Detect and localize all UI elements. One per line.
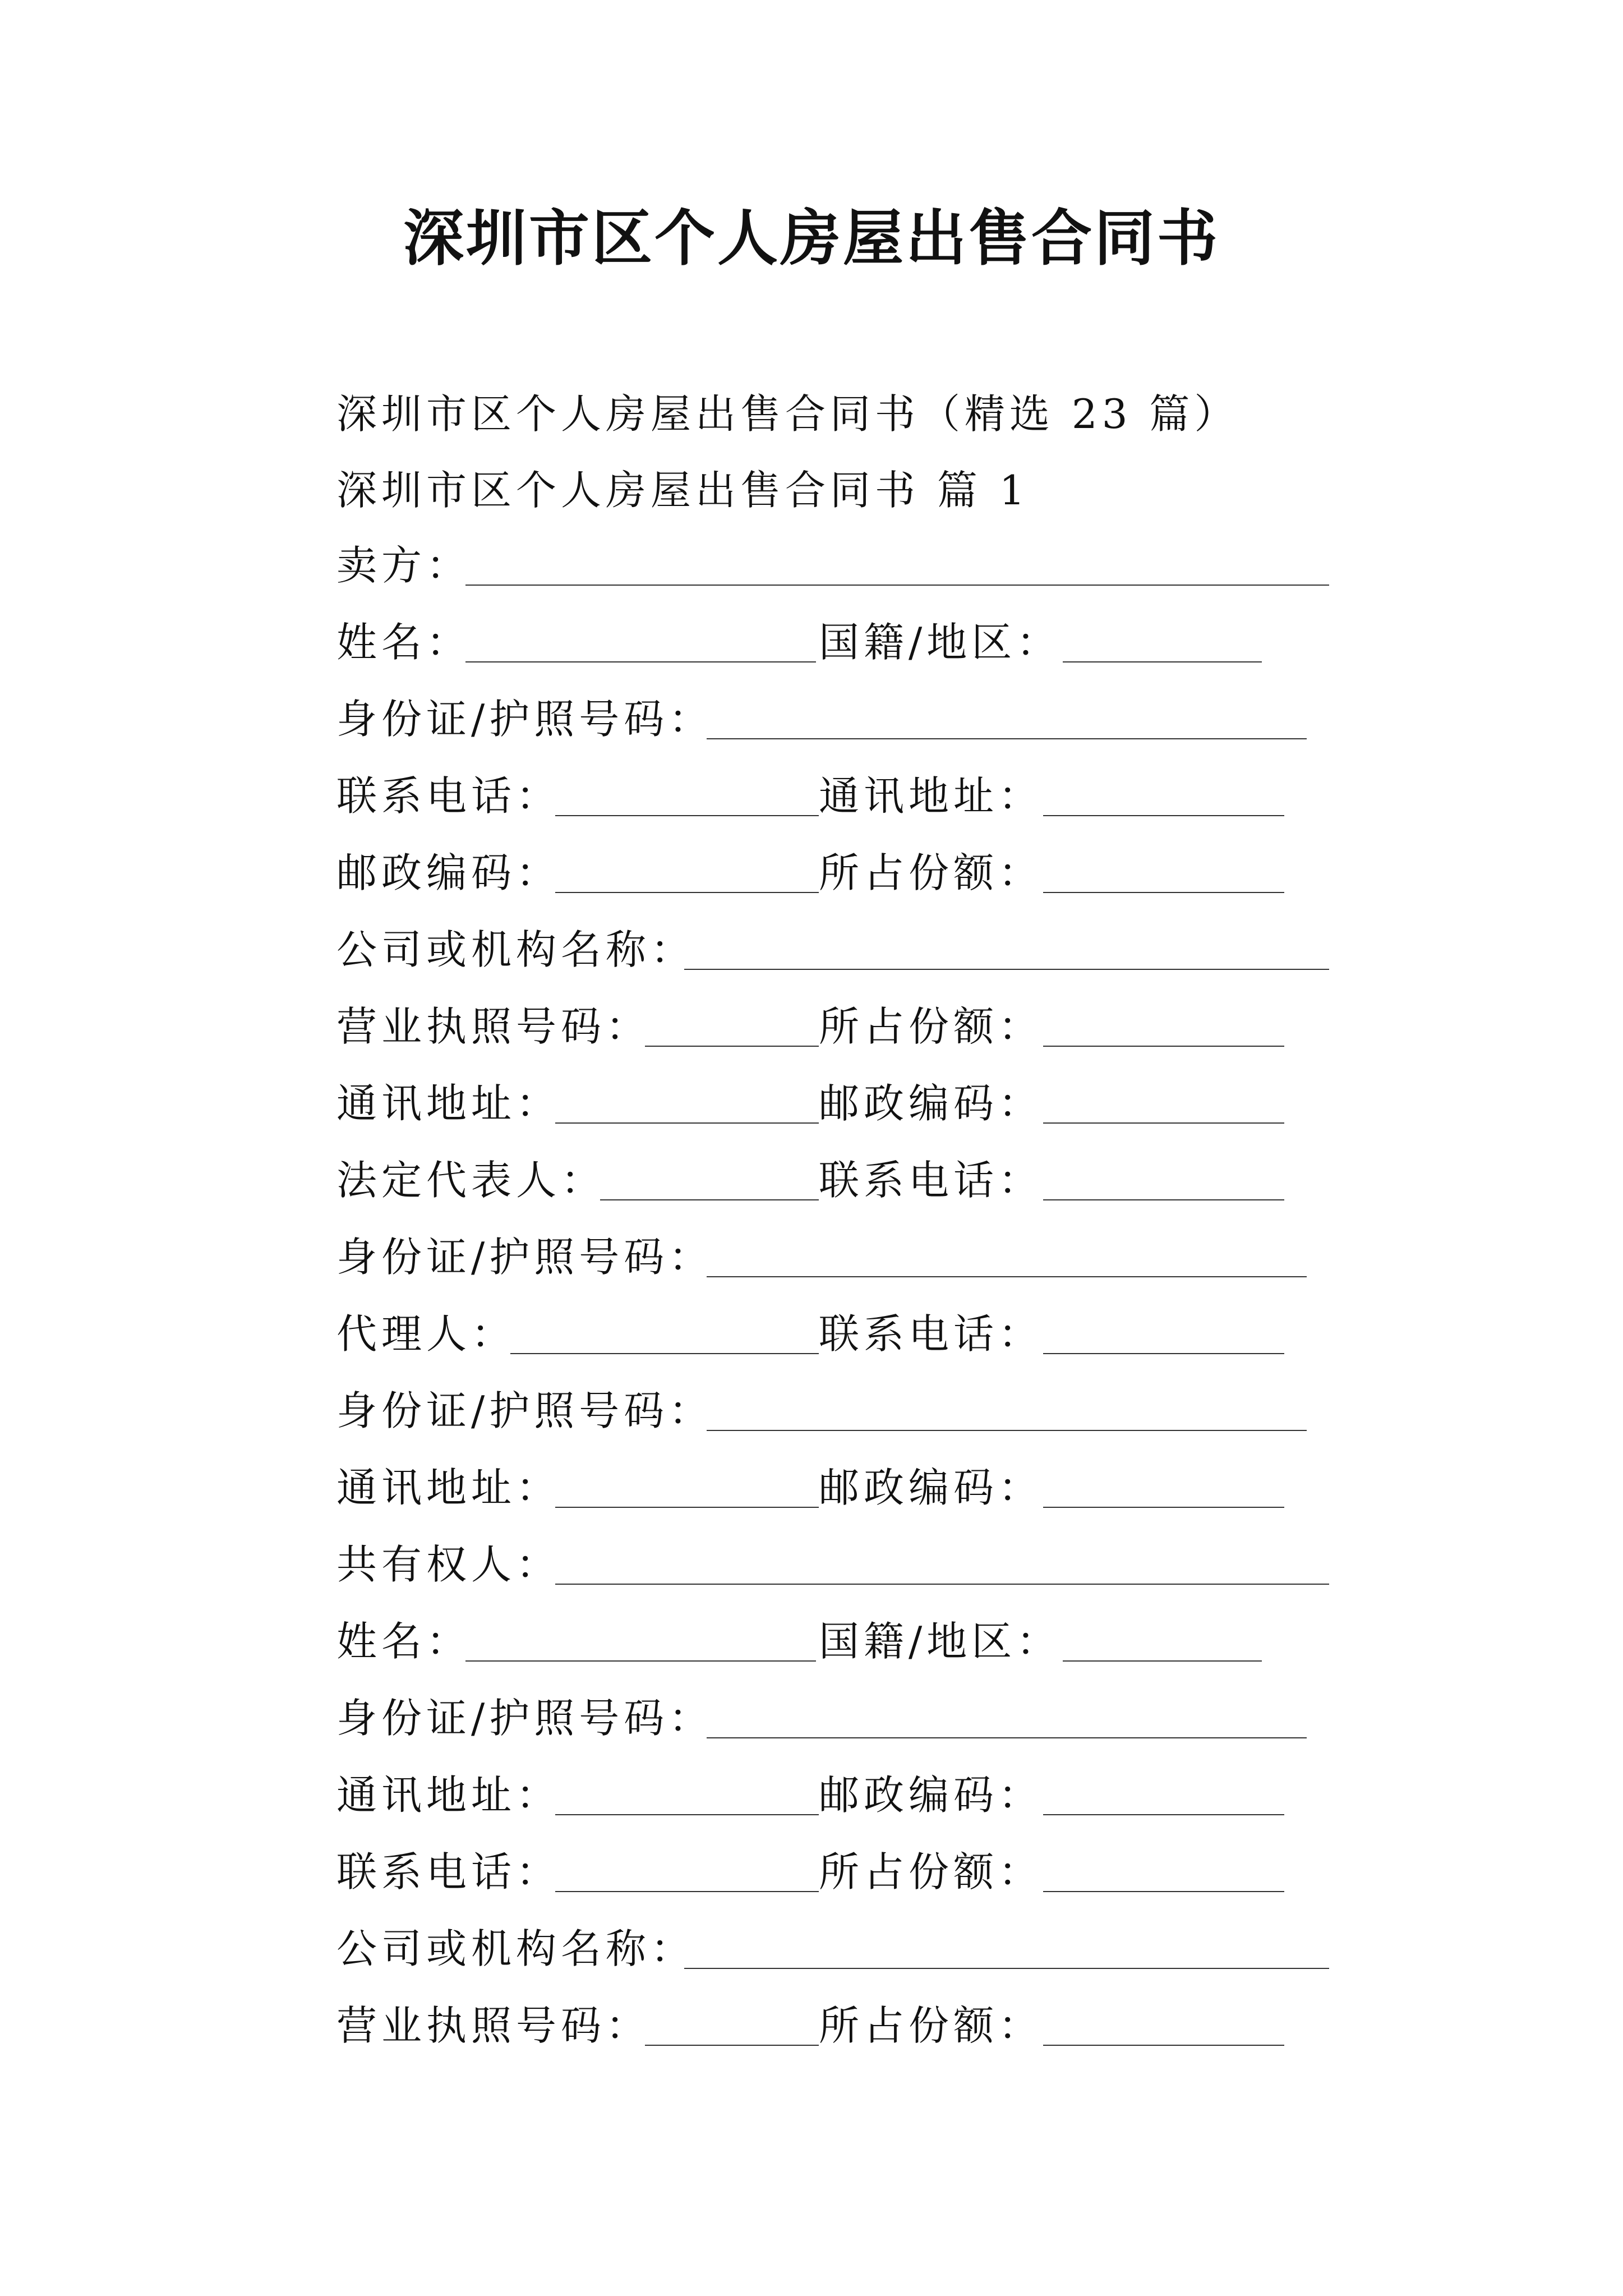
form-row: [336, 846, 1329, 908]
field-label: 通讯地址：: [819, 772, 1044, 820]
field-label: 联系电话：: [819, 1310, 1044, 1358]
form-row: [336, 1999, 1329, 2060]
blank-line: [1043, 1891, 1284, 1892]
blank-line: [600, 1199, 819, 1200]
blank-line: [465, 661, 816, 662]
blank-line: [555, 1507, 819, 1508]
field-label: 国籍/地区：: [819, 1618, 1062, 1665]
blank-line: [555, 1584, 1329, 1585]
field-label: 所占份额：: [819, 849, 1044, 896]
blank-line: [510, 1353, 819, 1354]
field-label: 邮政编码：: [819, 1772, 1044, 1819]
blank-line: [707, 1276, 1307, 1277]
field-label: 所占份额：: [819, 1848, 1044, 1895]
form-row: [336, 1538, 1329, 1599]
blank-line: [555, 892, 819, 893]
form-row: [336, 1076, 1329, 1138]
blank-line: [555, 1891, 819, 1892]
blank-line: [555, 1814, 819, 1815]
blank-line: [1043, 1814, 1284, 1815]
field-label: 国籍/地区：: [819, 619, 1062, 666]
field-label: 公司或机构名称：: [336, 926, 696, 973]
form-row: [336, 1153, 1329, 1215]
blank-line: [684, 969, 1329, 970]
blank-line: [1043, 1507, 1284, 1508]
section-heading: 深圳市区个人房屋出售合同书 篇 1: [336, 467, 1030, 514]
blank-line: [465, 585, 1329, 586]
field-label: 联系电话：: [336, 1848, 561, 1895]
form-row: [336, 1307, 1329, 1369]
field-label: 邮政编码：: [819, 1464, 1044, 1511]
field-label: 通讯地址：: [336, 1772, 561, 1819]
form-row: [336, 1922, 1329, 1984]
blank-line: [1043, 892, 1284, 893]
form-row: [336, 1691, 1329, 1753]
blank-line: [1063, 661, 1262, 662]
field-label: 通讯地址：: [336, 1464, 561, 1511]
form-row: [336, 1384, 1329, 1446]
blank-line: [1043, 1122, 1284, 1124]
field-label: 身份证/护照号码：: [336, 1387, 714, 1434]
field-label: 营业执照号码：: [336, 1003, 651, 1050]
document-subtitle: 深圳市区个人房屋出售合同书（精选 23 篇）: [336, 390, 1239, 438]
blank-line: [707, 1737, 1307, 1738]
blank-line: [645, 2045, 819, 2046]
blank-line: [684, 1968, 1329, 1969]
blank-line: [1043, 2045, 1284, 2046]
field-label: 邮政编码：: [336, 849, 561, 896]
field-label: 营业执照号码：: [336, 2002, 651, 2049]
form-row: [336, 692, 1329, 754]
form-row: [336, 1768, 1329, 1830]
field-label: 联系电话：: [336, 772, 561, 820]
field-label: 公司或机构名称：: [336, 1925, 696, 1972]
blank-line: [465, 1660, 816, 1662]
form-row: [336, 1461, 1329, 1522]
blank-line: [1043, 1353, 1284, 1354]
blank-line: [645, 1046, 819, 1047]
form-row: [336, 923, 1329, 984]
blank-line: [555, 1122, 819, 1124]
form-row: [336, 1230, 1329, 1292]
document-title: 深圳市区个人房屋出售合同书: [403, 203, 1220, 274]
form-row: [336, 539, 1329, 600]
field-label: 共有权人：: [336, 1541, 561, 1588]
field-label: 卖方：: [336, 542, 472, 589]
field-label: 身份证/护照号码：: [336, 1234, 714, 1281]
field-label: 姓名：: [336, 619, 472, 666]
blank-line: [707, 1430, 1307, 1431]
form-row: [336, 1614, 1329, 1676]
form-row: [336, 1000, 1329, 1061]
field-label: 身份证/护照号码：: [336, 1695, 714, 1742]
blank-line: [1043, 1046, 1284, 1047]
form-row: [336, 769, 1329, 831]
blank-line: [707, 738, 1307, 739]
field-label: 所占份额：: [819, 2002, 1044, 2049]
blank-line: [1043, 1199, 1284, 1200]
form-row: [336, 615, 1329, 677]
blank-line: [1063, 1660, 1262, 1662]
field-label: 代理人：: [336, 1310, 517, 1358]
form-row: [336, 1845, 1329, 1907]
field-label: 姓名：: [336, 1618, 472, 1665]
field-label: 法定代表人：: [336, 1157, 606, 1204]
field-label: 邮政编码：: [819, 1080, 1044, 1127]
field-label: 通讯地址：: [336, 1080, 561, 1127]
field-label: 所占份额：: [819, 1003, 1044, 1050]
field-label: 身份证/护照号码：: [336, 696, 714, 743]
blank-line: [1043, 815, 1284, 816]
field-label: 联系电话：: [819, 1157, 1044, 1204]
blank-line: [555, 815, 819, 816]
